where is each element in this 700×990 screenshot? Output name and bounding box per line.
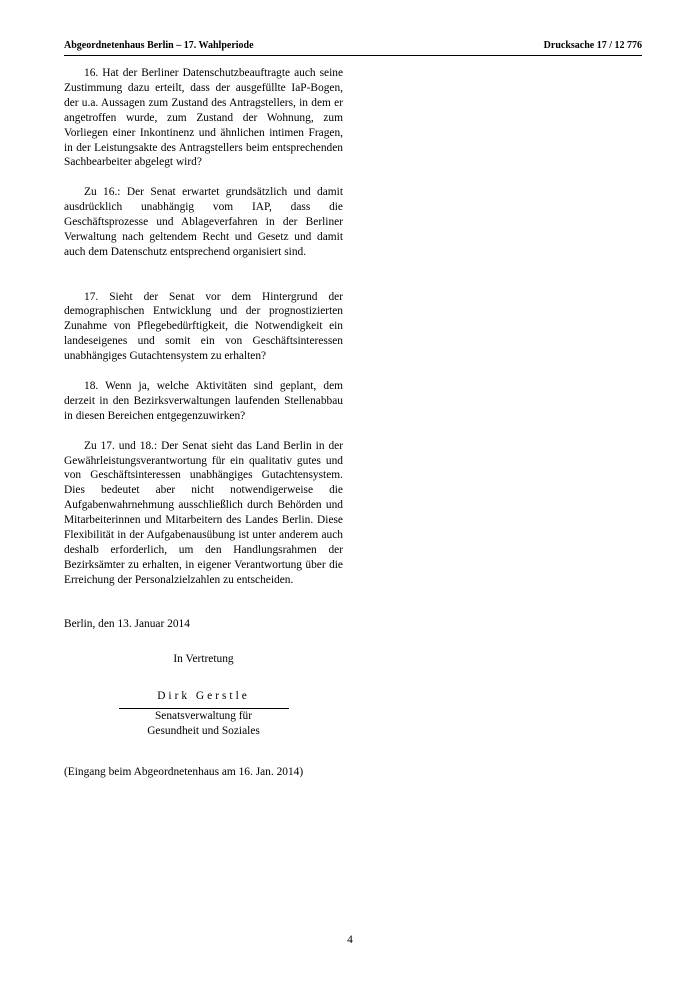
receipt-note: (Eingang beim Abgeordnetenhaus am 16. Jan. 2014)	[64, 765, 304, 778]
date-line: Berlin, den 13. Januar 2014	[64, 618, 190, 631]
page-header	[64, 40, 642, 56]
representation-note: In Vertretung	[173, 653, 234, 666]
answer-17-18: Zu 17. und 18.: Der Senat sieht das Land Berlin in der Gewährleistungsverantwortung für ein qualitativ gutes und von Geschäftsinteressen unabhängiges Gutachtensystem. Dies bedeutet aber nicht notwendigerweise die Aufgabenwahrnehmung ausschließlich durch Behörden und Mitarbeiterinnen und Mitarbeitern des Landes Berlin. Diese Flexibilität in der Aufgabenausübung ist unter anderem auch deshalb erforderlich, um den Handlungsrahmen der Bezirksämter zu erhalten, in eigener Verantwortung über die Erreichung der Personalzielzahlen zu entscheiden.	[64, 439, 343, 586]
question-17: 17. Sieht der Senat vor dem Hintergrund der demographischen Entwicklung und der prognostizierten Zunahme von Pflegebedürftigkeit, die Notwendigkeit ein landeseigenes und somit ein von Geschäftsinteressen unabhängiges Gutachtensystem zu erhalten?	[64, 290, 343, 363]
signature-block	[64, 652, 343, 739]
org-line-1: Senatsverwaltung für	[154, 710, 253, 723]
question-16: 16. Hat der Berliner Datenschutzbeauftragte auch seine Zustimmung dazu erteilt, dass der ausgefüllte IaP-Bogen, der u.a. Aussagen zum Zustand des Antragstellers, in dem er angetroffen wurde, zum Zustand der Wohnung, zum Vorliegen einer Inkontinenz und ähnlichen intimen Fragen, in der Leistungsakte des Antragstellers beim entsprechenden Sachbearbeiter abgelegt wird?	[64, 67, 343, 169]
header-document-number: Drucksache 17 / 12 776	[543, 40, 642, 51]
signer-name: Dirk Gerstle	[157, 690, 250, 703]
answer-16: Zu 16.: Der Senat erwartet grundsätzlich und damit ausdrücklich unabhängig vom IAP, dass die Geschäftsprozesse und Ablageverfahren in der Berliner Verwaltung nach geltendem Recht und Gesetz und damit auch dem Datenschutz entsprechend organisiert sind.	[64, 186, 343, 258]
page-number: 4	[347, 934, 353, 946]
header-parliament: Abgeordnetenhaus Berlin – 17. Wahlperiode	[64, 40, 254, 51]
text-column	[64, 66, 343, 795]
org-line-2: Gesundheit und Soziales	[147, 725, 260, 738]
question-18: 18. Wenn ja, welche Aktivitäten sind geplant, dem derzeit in den Bezirksverwaltungen laufenden Stellenabbau in diesen Bereichen entgegenzuwirken?	[64, 379, 343, 422]
